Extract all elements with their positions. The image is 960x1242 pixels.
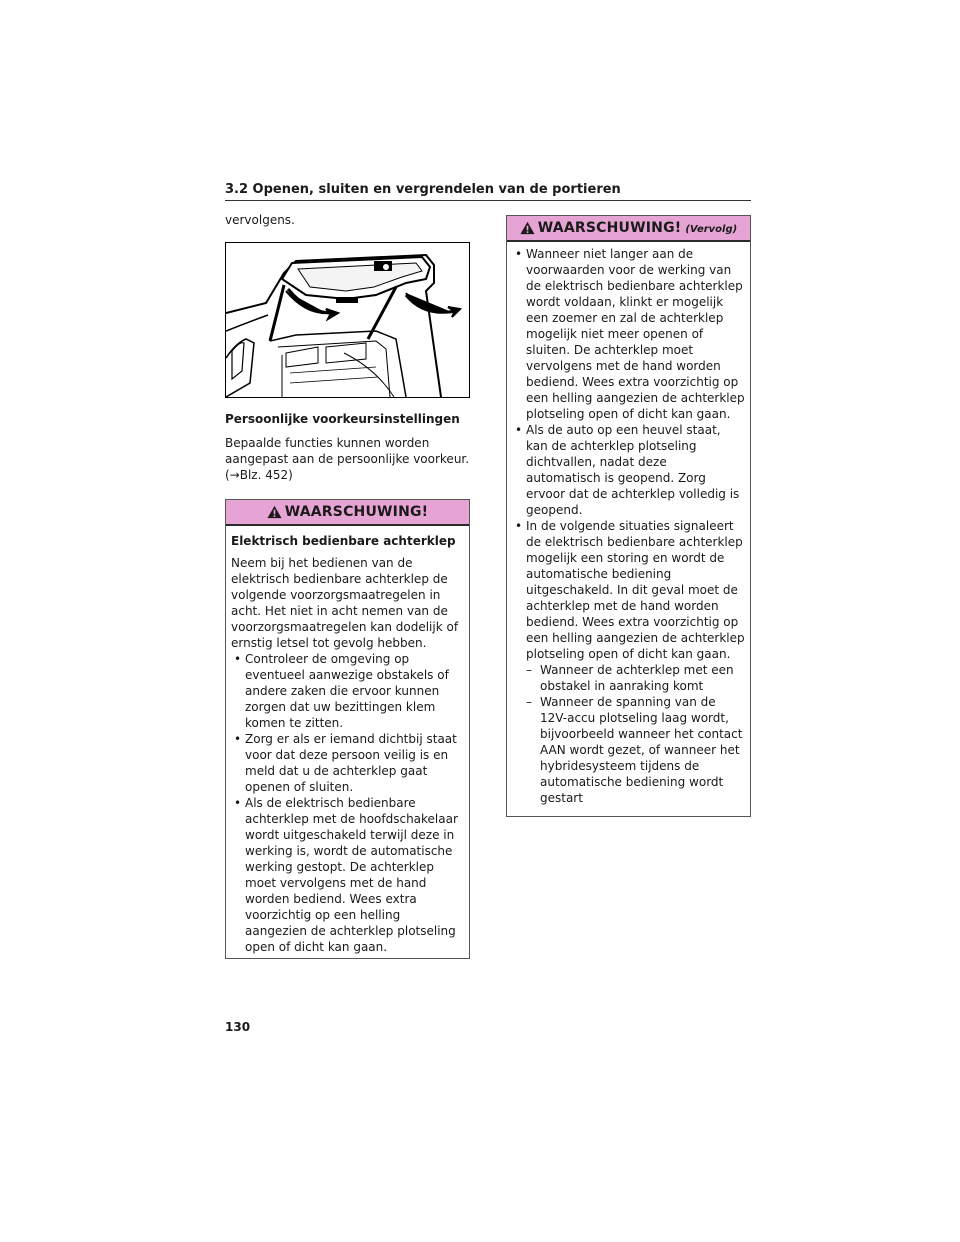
warning-body <box>507 242 750 816</box>
page-header <box>225 178 751 201</box>
warning-bullet: • In de volgende situaties signaleert de elektrisch bedienbare achterklep mogelijk een storing en wordt de automatische bediening uitgeschakeld. In dit geval moet de achterklep met de hand worden bediend. Wees extra voorzichtig op een helling aangezien de achterklep plotseling open of dicht kan gaan. <box>515 519 745 661</box>
warning-continued-label: (Vervolg) <box>685 224 738 235</box>
warning-bullet: • Zorg er als er iemand dichtbij staat voor dat deze persoon veilig is en meld dat u de achterklep gaat openen of sluiten. <box>234 732 457 794</box>
warning-header <box>226 500 469 526</box>
warning-box-continued <box>506 215 751 817</box>
section-body: Bepaalde functies kunnen worden aangepast aan de persoonlijke voorkeur. (→Blz. 452) <box>225 436 470 482</box>
warning-bullet: • Controleer de omgeving op eventueel aanwezige obstakels of andere zaken die ervoor kunnen zorgen dat uw bezittingen klem komen te zitten. <box>234 652 449 730</box>
warning-sub-bullet: – Wanneer de spanning van de 12V-accu plotseling laag wordt, bijvoorbeeld wanneer het contact AAN wordt gezet, of wanneer het hybridesysteem tijdens de automatische bediening wordt gestart <box>526 695 743 805</box>
warning-bullet: • Als de auto op een heuvel staat, kan de achterklep plotseling dichtvallen, nadat deze automatisch is geopend. Zorg ervoor dat de achterklep volledig is geopend. <box>515 423 740 517</box>
warning-triangle-icon <box>267 505 282 519</box>
section-heading: 3.2 Openen, sluiten en vergrendelen van de portieren <box>225 182 621 197</box>
warning-intro: Neem bij het bedienen van de elektrisch bedienbare achterklep de volgende voorzorgsmaatregelen in acht. Het niet in acht nemen van de voorzorgsmaatregelen kan dodelijk of ernstig letsel tot gevolg hebben. <box>231 556 459 650</box>
warning-body <box>226 526 469 958</box>
warning-title: WAARSCHUWING! <box>537 220 682 236</box>
warning-bullet: • Als de elektrisch bedienbare achterklep met de hoofdschakelaar wordt uitgeschakeld terwijl deze in werking is, wordt de automatische werking gestopt. De achterklep moet vervolgens met de hand worden bediend. Wees extra voorzichtig op een helling aangezien de achterklep plotseling open of dicht kan gaan. <box>234 796 458 954</box>
warning-box <box>225 499 470 959</box>
warning-bullet: • Wanneer niet langer aan de voorwaarden voor de werking van de elektrisch bedienbare achterklep wordt voldaan, klinkt er mogelijk een zoemer en zal de achterklep mogelijk niet meer openen of sluiten. De achterklep moet vervolgens met de hand worden bediend. Wees extra voorzichtig op een helling aangezien de achterklep plotseling open of dicht kan gaan. <box>515 247 745 421</box>
intro-text: vervolgens. <box>225 213 295 227</box>
warning-header <box>507 216 750 242</box>
tailgate-figure <box>225 242 470 398</box>
warning-title: WAARSCHUWING! <box>284 504 429 520</box>
car-tailgate-illustration <box>226 243 469 397</box>
warning-triangle-icon <box>520 221 535 235</box>
right-column <box>506 215 751 817</box>
page-number: 130 <box>225 1020 251 1034</box>
left-column <box>225 212 470 959</box>
section-title: Persoonlijke voorkeursinstellingen <box>225 412 460 426</box>
warning-subtitle: Elektrisch bedienbare achterklep <box>231 534 456 548</box>
warning-sub-bullet: – Wanneer de achterklep met een obstakel in aanraking komt <box>526 663 734 693</box>
